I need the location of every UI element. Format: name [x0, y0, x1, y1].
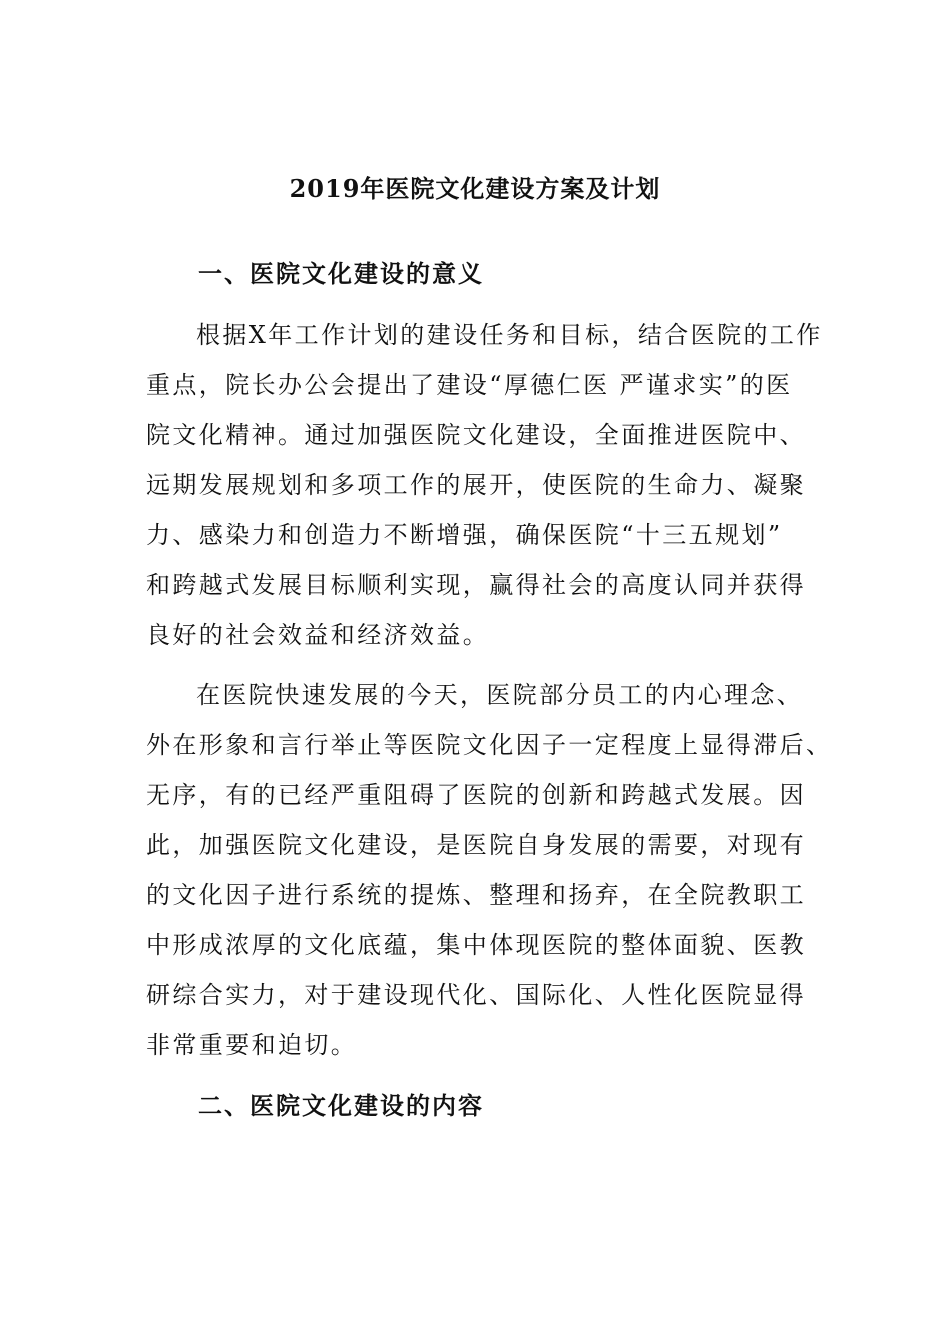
document-title: 2019年医院文化建设方案及计划: [289, 174, 661, 203]
section-heading-2: 二、医院文化建设的内容: [198, 1091, 484, 1120]
paragraph-line: 力、感染力和创造力不断增强，确保医院“十三五规划”: [146, 521, 783, 549]
paragraph-line: 良好的社会效益和经济效益。: [146, 621, 490, 649]
paragraph-line: 重点，院长办公会提出了建设“厚德仁医 严谨求实”的医: [146, 371, 793, 399]
paragraph-line: 中形成浓厚的文化底蕴，集中体现医院的整体面貌、医教: [146, 931, 806, 959]
paragraph-line: 远期发展规划和多项工作的展开，使医院的生命力、凝聚: [146, 471, 806, 499]
paragraph-line: 无序，有的已经严重阻碍了医院的创新和跨越式发展。因: [146, 781, 806, 809]
paragraph-line: 在医院快速发展的今天，医院部分员工的内心理念、: [196, 681, 804, 709]
paragraph-line: 此，加强医院文化建设，是医院自身发展的需要，对现有: [146, 831, 806, 859]
paragraph-line: 和跨越式发展目标顺利实现，赢得社会的高度认同并获得: [146, 571, 806, 599]
paragraph-line: 研综合实力，对于建设现代化、国际化、人性化医院显得: [146, 981, 806, 1009]
paragraph-line: 非常重要和迫切。: [146, 1031, 358, 1059]
paragraph-line: 院文化精神。通过加强医院文化建设，全面推进医院中、: [146, 421, 806, 449]
paragraph-line: 根据X年工作计划的建设任务和目标，结合医院的工作: [196, 321, 823, 349]
paragraph-line: 外在形象和言行举止等医院文化因子一定程度上显得滞后、: [146, 731, 833, 759]
section-heading-1: 一、医院文化建设的意义: [198, 259, 484, 288]
paragraph-line: 的文化因子进行系统的提炼、整理和扬弃，在全院教职工: [146, 881, 806, 909]
